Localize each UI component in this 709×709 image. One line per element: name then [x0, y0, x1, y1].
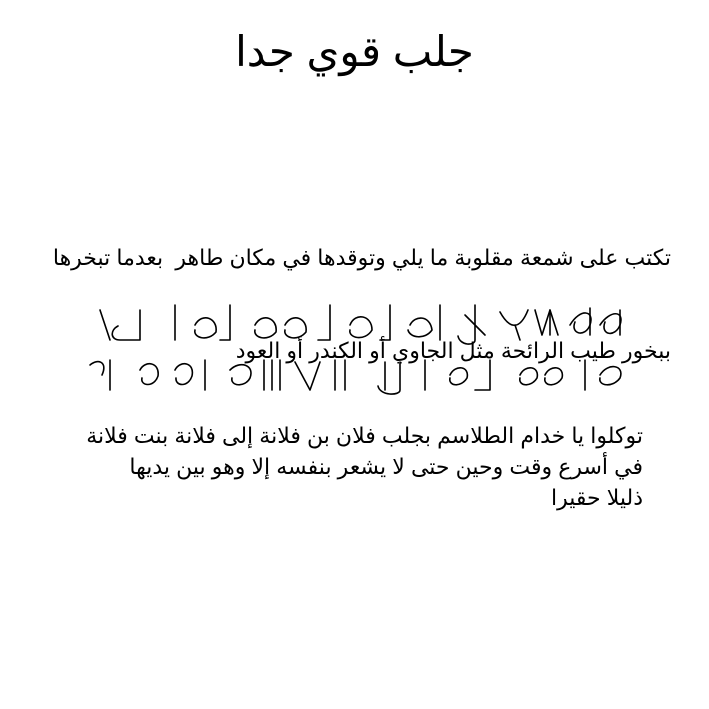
seal-row-2 [90, 360, 621, 394]
incantation-line-1: توكلوا يا خدام الطلاسم بجلب فلان بن فلانة إلى فلانة بنت فلانة [86, 423, 643, 448]
incantation-paragraph [43, 420, 643, 513]
incantation-line-3: ذليلا حقيرا [551, 485, 643, 510]
seal-row-1 [100, 305, 621, 344]
page-title: جلب قوي جدا [235, 28, 474, 75]
handwritten-seal-symbols [80, 290, 640, 405]
incantation-line-2: في أسرع وقت وحين حتى لا يشعر بنفسه إلا وهو بين يديها [129, 454, 643, 479]
instructions-line-1: تكتب على شمعة مقلوبة ما يلي وتوقدها في مكان طاهر بعدما تبخرها [52, 245, 671, 270]
instructions-line-2: ببخور طيب الرائحة مثل الجاوي أو الكندر أو العود [235, 338, 671, 363]
